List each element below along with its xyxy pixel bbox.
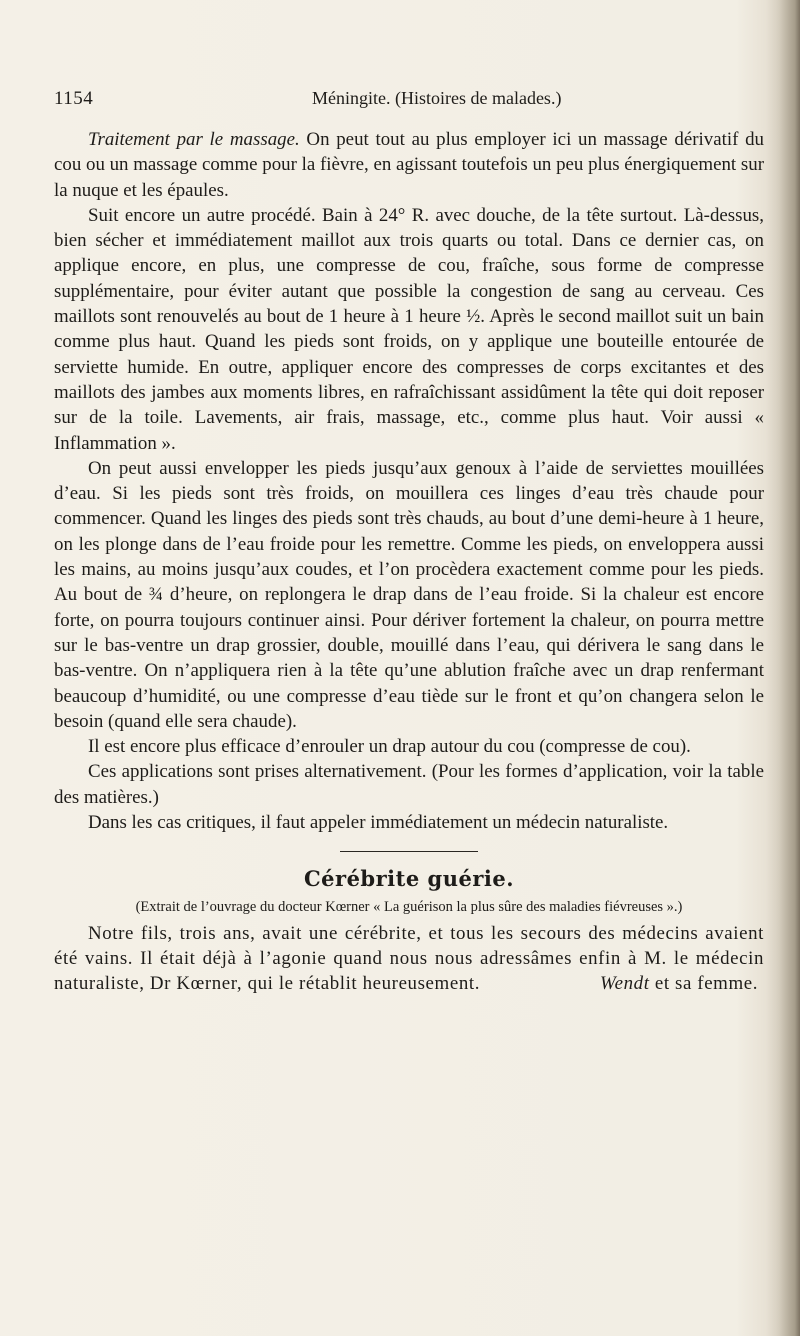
paragraph: Il est encore plus efficace d’enrouler un drap autour du cou (compresse de cou). [88,736,691,758]
section-source-note: (Extrait de l’ouvrage du docteur Kœrner « La guérison la plus sûre des maladies fiévreuses ».) [135,898,683,915]
body-text [54,127,764,997]
section-title: Cérébrite guérie. [303,866,515,892]
paragraph-text: On peut tout au plus employer ici un massage dérivatif du cou ou un massage comme pour la fièvre, en agissant toutefois un peu plus énergiquement sur la nuque et les épaules. [54,129,764,201]
paragraph: On peut aussi envelopper les pieds jusqu’aux genoux à l’aide de serviettes mouillées d’eau. Si les pieds sont très froids, on mouillera ces linges d’eau très chaude pour commencer. Quand les linges des pieds sont très chauds, au bout d’une demi-heure à 1 heure, on les plonge dans de l’eau froide pour les remettre. Comme les pieds, on enveloppera aussi les mains, au moins jusqu’aux coudes, et l’on procèdera exactement comme pour les pieds. Au bout de ¾ d’heure, on replongera le drap dans de l’eau froide. Si la chaleur est encore forte, on pourra toujours continuer ainsi. Pour dériver fortement la chaleur, on pourra mettre sur le bas-ventre un drap grossier, double, mouillé dans l’eau, qui dérivera le sang dans le bas-ventre. On n’appliquera rien à la tête qu’une ablution fraîche avec un drap renfermant beaucoup d’humidité, ou une compresse d’eau tiède sur le front et qu’on changera selon le besoin (quand elle sera chaude). [54,457,764,732]
paragraph: Suit encore un autre procédé. Bain à 24° R. avec douche, de la tête surtout. Là-dessus, bien sécher et immédiatement maillot aux trois quarts ou total. Dans ce dernier cas, on applique encore, en plus, une compresse de cou, fraîche, sous forme de compresse supplémentaire, pour éviter autant que possible la congestion de sang au cerveau. Ces maillots sont renouvelés au bout de 1 heure à 1 heure ½. Après le second maillot suit un bain comme plus haut. Quand les pieds sont froids, on y applique une bouteille entourée de serviette humide. En outre, appliquer encore des compresses de corps excitantes et des maillots des jambes aux moments libres, en rafraîchissant assidûment la tête qui doit reposer sur de la toile. Lavements, air frais, massage, etc., comme plus haut. Voir aussi « Inflammation ». [54,204,764,454]
paragraph: Ces applications sont prises alternativement. (Pour les formes d’application, voir la table des matières.) [54,761,764,808]
page-edge-shadow [766,0,800,1336]
section-divider [340,851,478,852]
paragraph-massage [54,127,764,203]
paragraph: Dans les cas critiques, il faut appeler immédiatement un médecin naturaliste. [88,812,669,834]
testimony-paragraph [54,921,764,997]
running-title: Méningite. (Histoires de malades.) [312,88,562,108]
page-header [54,88,766,112]
testimony-text: Notre fils, trois ans, avait une cérébrite, et tous les secours des médecins avaient été vains. Il était déjà à l’agonie quand nous nous adressâmes enfin à M. le médecin naturaliste, Dr Kœrner, qui le rétablit heureusement. [54,922,764,995]
page-number: 1154 [54,88,94,109]
testimony-signature-tail: et sa femme. [649,973,759,995]
paragraph-lead-italic: Traitement par le massage. [88,129,300,150]
testimony-signature: Wendt [600,973,650,995]
